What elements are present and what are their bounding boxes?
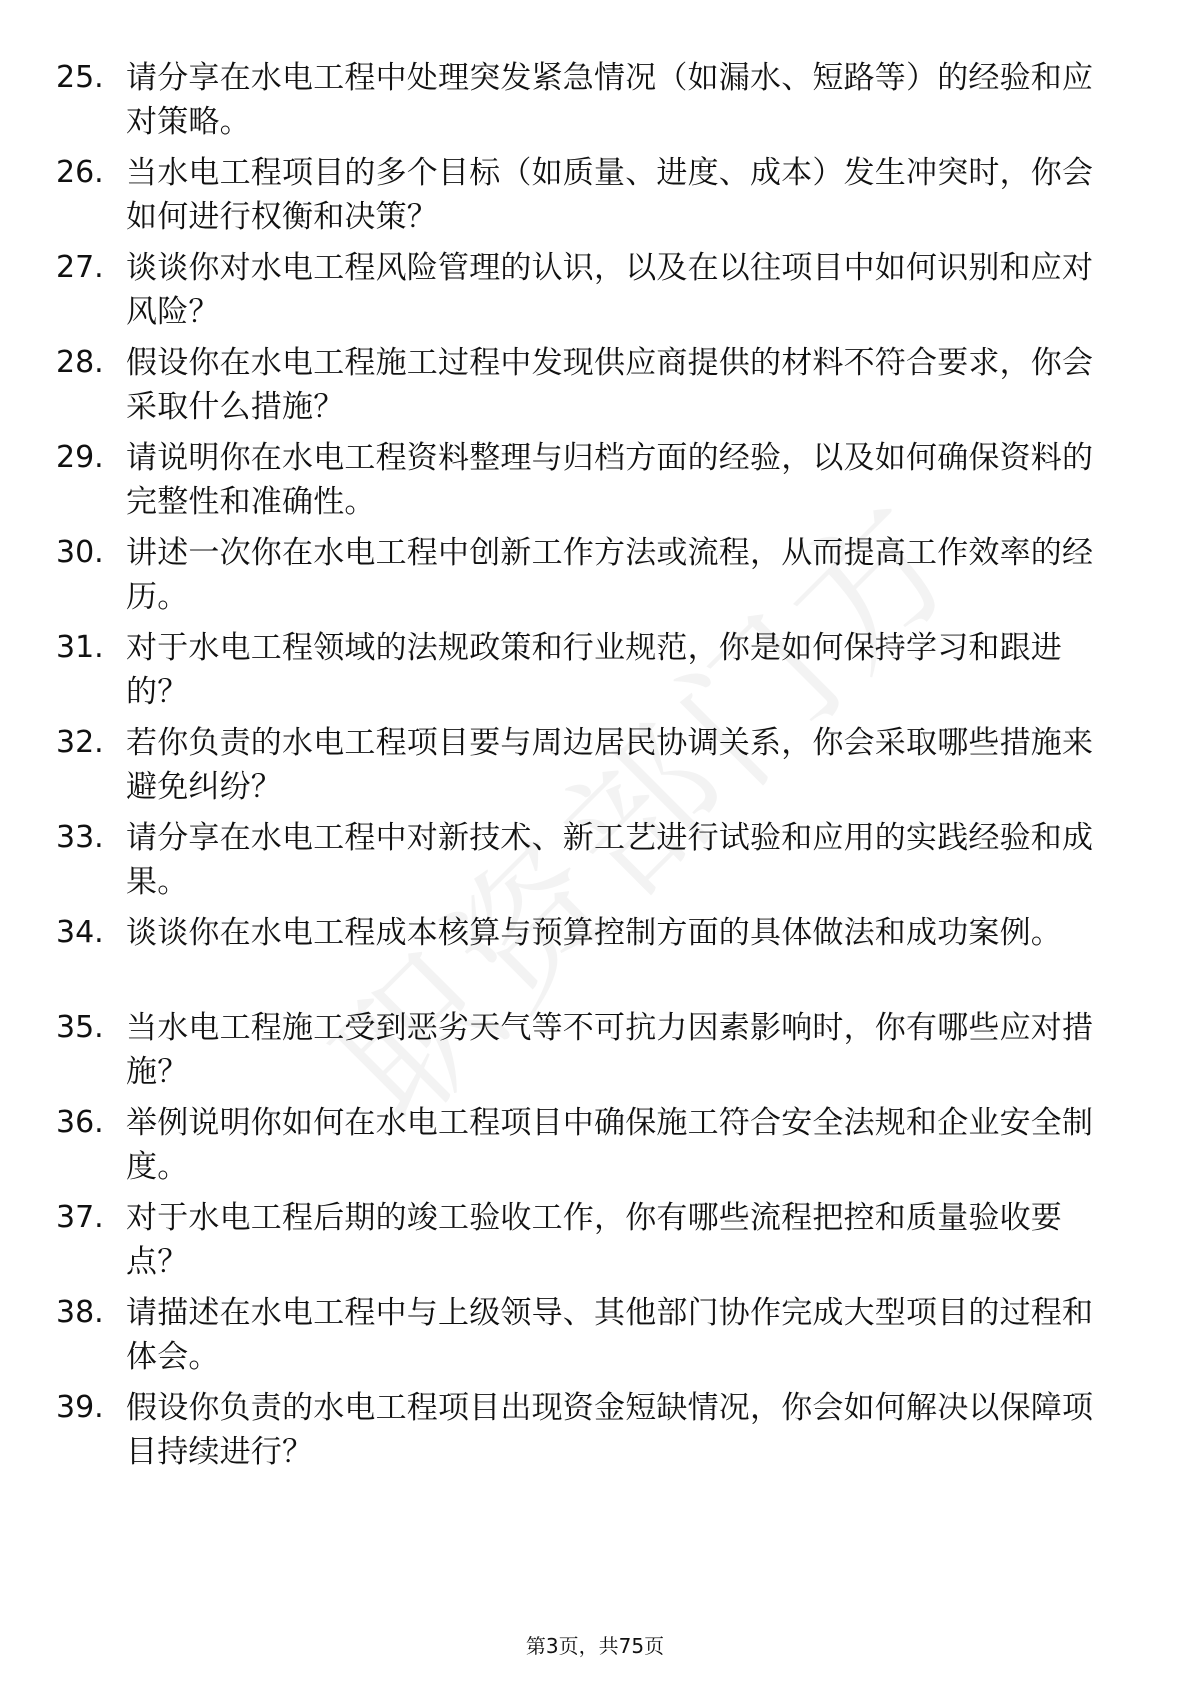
question-number: 38. xyxy=(56,1295,104,1330)
list-item xyxy=(56,1291,1106,1386)
question-number: 35. xyxy=(56,1010,104,1045)
list-item xyxy=(56,721,1106,816)
question-number: 32. xyxy=(56,725,104,760)
question-text: 请分享在水电工程中处理突发紧急情况（如漏水、短路等）的经验和应对策略。 xyxy=(126,60,1094,140)
question-number: 36. xyxy=(56,1105,104,1140)
question-number: 25. xyxy=(56,60,104,95)
question-text: 假设你在水电工程施工过程中发现供应商提供的材料不符合要求，你会采取什么措施？ xyxy=(126,345,1094,425)
list-item xyxy=(56,1196,1106,1291)
list-item xyxy=(56,816,1106,911)
question-number: 37. xyxy=(56,1200,104,1235)
question-text: 谈谈你对水电工程风险管理的认识，以及在以往项目中如何识别和应对风险？ xyxy=(126,250,1094,330)
question-number: 30. xyxy=(56,535,104,570)
list-item xyxy=(56,626,1106,721)
list-item xyxy=(56,56,1106,151)
question-text: 当水电工程项目的多个目标（如质量、进度、成本）发生冲突时，你会如何进行权衡和决策？ xyxy=(126,155,1094,235)
list-item xyxy=(56,911,1106,1006)
question-number: 26. xyxy=(56,155,104,190)
list-item xyxy=(56,436,1106,531)
question-text: 假设你负责的水电工程项目出现资金短缺情况，你会如何解决以保障项目持续进行？ xyxy=(126,1390,1094,1470)
question-number: 27. xyxy=(56,250,104,285)
question-text: 请分享在水电工程中对新技术、新工艺进行试验和应用的实践经验和成果。 xyxy=(126,820,1094,900)
list-item xyxy=(56,151,1106,246)
list-item xyxy=(56,246,1106,341)
question-text: 举例说明你如何在水电工程项目中确保施工符合安全法规和企业安全制度。 xyxy=(126,1105,1094,1185)
list-item xyxy=(56,1386,1106,1481)
question-text: 谈谈你在水电工程成本核算与预算控制方面的具体做法和成功案例。 xyxy=(126,915,1062,951)
question-text: 若你负责的水电工程项目要与周边居民协调关系，你会采取哪些措施来避免纠纷？ xyxy=(126,725,1094,805)
question-text: 当水电工程施工受到恶劣天气等不可抗力因素影响时，你有哪些应对措施？ xyxy=(126,1010,1094,1090)
question-list xyxy=(56,56,1106,1481)
question-number: 39. xyxy=(56,1390,104,1425)
list-item xyxy=(56,531,1106,626)
question-text: 对于水电工程后期的竣工验收工作，你有哪些流程把控和质量验收要点？ xyxy=(126,1200,1062,1280)
question-text: 对于水电工程领域的法规政策和行业规范，你是如何保持学习和跟进的？ xyxy=(126,630,1062,710)
question-number: 33. xyxy=(56,820,104,855)
page-footer: 第3页，共75页 xyxy=(525,1634,665,1658)
question-number: 28. xyxy=(56,345,104,380)
question-text: 讲述一次你在水电工程中创新工作方法或流程，从而提高工作效率的经历。 xyxy=(126,535,1094,615)
list-item xyxy=(56,1101,1106,1196)
question-text: 请描述在水电工程中与上级领导、其他部门协作完成大型项目的过程和体会。 xyxy=(126,1295,1094,1375)
question-number: 29. xyxy=(56,440,104,475)
question-text: 请说明你在水电工程资料整理与归档方面的经验，以及如何确保资料的完整性和准确性。 xyxy=(126,440,1094,520)
question-number: 31. xyxy=(56,630,104,665)
question-number: 34. xyxy=(56,915,104,950)
list-item xyxy=(56,341,1106,436)
list-item xyxy=(56,1006,1106,1101)
